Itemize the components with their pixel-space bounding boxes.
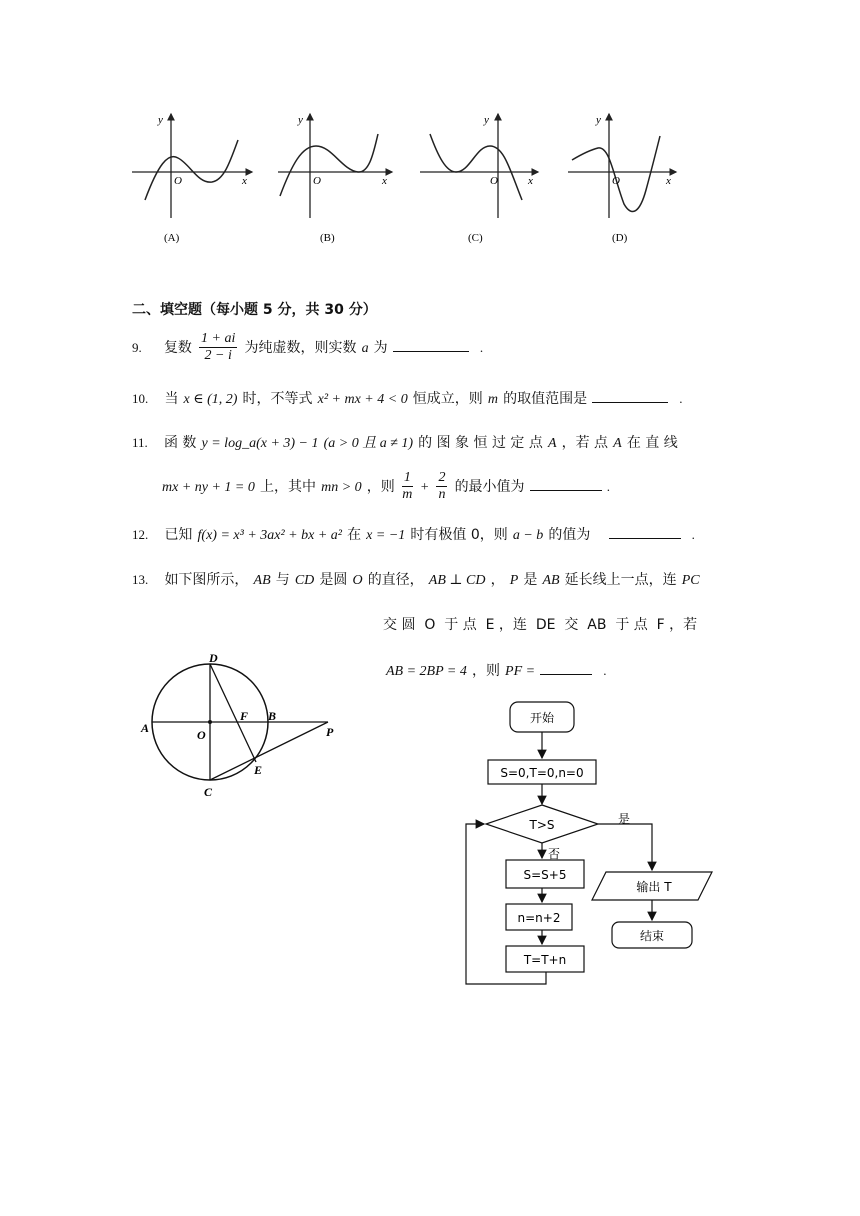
label-b: B (268, 709, 277, 723)
label-o: O (197, 728, 206, 742)
question-10 (132, 388, 683, 408)
q9-var: a (361, 341, 369, 356)
q13-text-1: 如下图所示， (164, 572, 249, 588)
flow-start-label: 开始 (529, 711, 555, 725)
flow-decision-label: T>S (529, 818, 555, 832)
q10-var: m (487, 392, 499, 407)
q11-pre: 函 数 (163, 435, 197, 451)
q11-condition: (a > 0 且 a ≠ 1) (323, 436, 414, 451)
q13-number: 13. (132, 572, 149, 587)
q12-post: 的值为 (548, 527, 591, 543)
q10-mid2: 恒成立，则 (412, 391, 483, 407)
q9-fraction (199, 331, 237, 364)
q11-line2-then: ，则 (366, 479, 395, 495)
q9-pre: 复数 (163, 340, 192, 356)
flowchart (460, 698, 730, 990)
q11-post: 在 直 线 (626, 435, 678, 451)
q9-frac-num: 1 + ai (201, 331, 236, 346)
q11-plus: + (419, 480, 430, 495)
graph-b (278, 114, 392, 244)
graph-b-y-label: y (298, 114, 303, 126)
q13-diam: 是圆 (319, 572, 348, 588)
flow-end-label: 结束 (639, 929, 665, 943)
label-d: D (209, 651, 218, 665)
graph-d (568, 114, 676, 244)
q10-answer-blank[interactable] (592, 402, 668, 403)
graph-a-x-label: x (242, 175, 247, 187)
q11-line2-post: 的最小值为 (454, 479, 525, 495)
question-12 (132, 524, 695, 544)
q13-ab2: AB (542, 573, 560, 588)
line-cp (210, 722, 328, 780)
graph-b-origin: O (313, 175, 321, 187)
label-a: A (141, 721, 150, 735)
q10-pre: 当 (164, 391, 179, 407)
flow-init-label: S=0,T=0,n=0 (500, 766, 584, 780)
q13-pf: PF = (505, 664, 536, 679)
question-11-line-2 (162, 470, 610, 503)
q13-cd: CD (294, 573, 315, 588)
graph-c (420, 114, 538, 244)
q10-inequality: x² + mx + 4 < 0 (317, 392, 408, 407)
flow-yes-label: 是 (618, 812, 631, 826)
q13-pc: PC (681, 573, 700, 588)
q12-end: . (691, 527, 695, 542)
q11-number: 11. (132, 435, 148, 450)
q11-f2-num: 2 (438, 470, 446, 485)
q11-point: A (547, 436, 557, 451)
q13-ext: 是 (523, 572, 538, 588)
q11-f2-den: n (438, 487, 446, 502)
flow-s-update-label: S=S+5 (523, 868, 567, 882)
graph-c-y-label: y (484, 114, 489, 126)
q11-end: . (606, 479, 610, 494)
label-p: P (326, 725, 334, 739)
q12-function: f(x) = x³ + 3ax² + bx + a² (197, 528, 342, 543)
q13-mid: ，则 (471, 663, 500, 679)
q11-line-equation: mx + ny + 1 = 0 (162, 480, 255, 495)
q13-and: 与 (275, 572, 290, 588)
question-13-line-2: 交 圆 O 于 点 E ，连 DE 交 AB 于 点 F ，若 (383, 617, 698, 633)
q13-end: . (603, 663, 607, 678)
q11-f1-num: 1 (403, 470, 411, 485)
q9-answer-blank[interactable] (393, 351, 469, 352)
q13-perp: AB ⊥ CD (428, 573, 486, 588)
flow-n-update-label: n=n+2 (517, 911, 561, 925)
q12-pre: 已知 (164, 527, 193, 543)
graph-c-x-label: x (528, 175, 533, 187)
q13-o: O (352, 573, 363, 588)
q11-fraction-1 (402, 470, 413, 503)
q9-frac-den: 2 − i (204, 348, 232, 363)
question-9 (132, 331, 483, 364)
flow-output-label: 输出 T (636, 880, 672, 894)
flow-no-label: 否 (548, 847, 561, 861)
q11-function: y = log_a(x + 3) − 1 (201, 436, 319, 451)
question-13-line-3 (386, 660, 607, 680)
q9-end: . (479, 340, 484, 355)
graph-d-origin: O (612, 175, 620, 187)
flow-t-update-label: T=T+n (523, 953, 567, 967)
graph-d-x-label: x (666, 175, 671, 187)
center-point (208, 720, 212, 724)
q12-mid2: 时有极值 0，则 (410, 527, 508, 543)
q10-mid1: 时，不等式 (242, 391, 313, 407)
q11-mid2: ，若 点 (561, 435, 609, 451)
graph-b-x-label: x (382, 175, 387, 187)
q13-ab: AB (253, 573, 271, 588)
q10-number: 10. (132, 391, 149, 406)
function-graphs (120, 100, 700, 250)
label-c: C (204, 785, 213, 799)
q13-p: P (509, 573, 519, 588)
graph-a-origin: O (174, 175, 182, 187)
q12-cond: x = −1 (366, 528, 406, 543)
q11-fraction-2 (436, 470, 447, 503)
q10-end: . (679, 391, 683, 406)
graph-b-label: (B) (320, 232, 335, 244)
question-11-line-1 (132, 432, 732, 452)
graph-c-origin: O (490, 175, 498, 187)
q9-number: 9. (132, 340, 142, 355)
q13-ext2: 延长线上一点，连 (564, 572, 677, 588)
question-13-line-1 (132, 569, 700, 589)
label-f: F (240, 709, 249, 723)
q10-post: 的取值范围是 (503, 391, 588, 407)
q13-comma: ， (490, 572, 505, 588)
q11-line2-cond: mn > 0 (321, 480, 362, 495)
label-e: E (254, 763, 263, 777)
q9-mid: 为纯虚数，则实数 (244, 340, 357, 356)
graph-d-y-label: y (596, 114, 601, 126)
graph-d-label: (D) (612, 232, 628, 244)
q11-line2-mid: 上，其中 (259, 479, 316, 495)
graph-a-label: (A) (164, 232, 180, 244)
graph-c-label: (C) (468, 232, 483, 244)
q12-mid: 在 (347, 527, 362, 543)
q13-diam2: 的直径， (367, 572, 424, 588)
q11-point2: A (613, 436, 622, 451)
q11-mid: 的 图 象 恒 过 定 点 (418, 435, 543, 451)
graph-a-y-label: y (158, 114, 163, 126)
q10-cond: x ∈ (1, 2) (183, 392, 238, 407)
q12-answer-blank[interactable] (609, 538, 681, 539)
q11-answer-blank[interactable] (530, 490, 602, 491)
graph-a (132, 114, 252, 244)
section-title: 二、填空题（每小题 5 分，共 30 分） (132, 302, 377, 318)
q9-post: 为 (373, 340, 388, 356)
q12-expr: a − b (512, 528, 544, 543)
q11-f1-den: m (402, 487, 413, 502)
q13-eq: AB = 2BP = 4 (386, 664, 467, 679)
q12-number: 12. (132, 527, 149, 542)
q13-answer-blank[interactable] (540, 674, 592, 675)
circle-figure (136, 650, 346, 800)
